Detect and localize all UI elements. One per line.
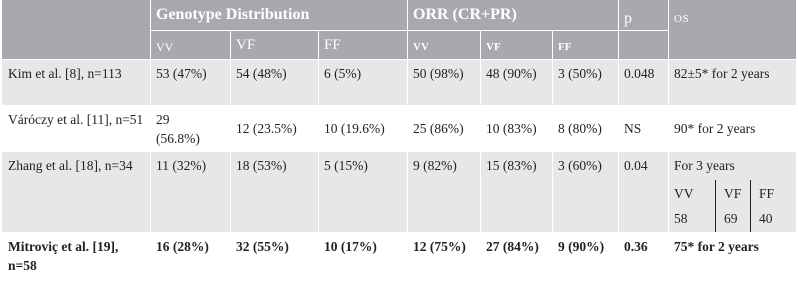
row-2-study: Váróczy et al. [11], n=51 — [8, 112, 144, 127]
row-1-os: 82±5* for 2 years — [674, 66, 770, 81]
genotype-table — [2, 0, 796, 283]
row-4-p: 0.36 — [624, 239, 648, 254]
row-1-vf: 54 (48%) — [236, 66, 287, 81]
subheader-genotype-vv: VV — [156, 40, 174, 54]
row-3-orr-vv: 9 (82%) — [413, 158, 457, 173]
row-4-ff: 10 (17%) — [324, 239, 377, 254]
os-sub-value-ff: 40 — [759, 211, 773, 226]
row-3-study: Zhang et al. [18], n=34 — [8, 158, 133, 173]
row-4-vv: 16 (28%) — [156, 239, 209, 254]
os-sub-value-vv: 58 — [674, 211, 688, 226]
row-2-ff: 10 (19.6%) — [324, 121, 385, 136]
row-1-ff: 6 (5%) — [324, 66, 362, 81]
row-1-study: Kim et al. [8], n=113 — [8, 66, 122, 81]
row-3-orr-ff: 3 (60%) — [558, 158, 602, 173]
row-1-orr-ff: 3 (50%) — [558, 66, 602, 81]
row-4-os: 75* for 2 years — [674, 239, 759, 254]
row-3-orr-vf: 15 (83%) — [486, 158, 537, 173]
row-2-os: 90* for 2 years — [674, 121, 756, 136]
row-2-orr-ff: 8 (80%) — [558, 121, 602, 136]
os-sub-divider-1 — [715, 180, 716, 232]
subheader-orr-ff: FF — [558, 41, 572, 53]
subheader-orr-vv: VV — [413, 41, 429, 53]
row-2-p: NS — [624, 121, 642, 136]
genotype-distribution-header: Genotype Distribution — [156, 6, 310, 23]
row-4-study: Mitroviç et al. [19], n=58 — [8, 239, 119, 273]
row-2-orr-vf: 10 (83%) — [486, 121, 537, 136]
orr-header: ORR (CR+PR) — [413, 6, 517, 23]
os-header: OS — [674, 13, 690, 25]
subheader-orr-vf: VF — [486, 41, 501, 53]
row-2-vf: 12 (23.5%) — [236, 121, 297, 136]
row-2-vv: 29 (56.8%) — [156, 112, 200, 146]
row-3-p: 0.04 — [624, 158, 648, 173]
subheader-genotype-ff: FF — [324, 37, 341, 53]
row-3-ff: 5 (15%) — [324, 158, 368, 173]
os-sub-header-vv: VV — [674, 186, 694, 201]
row-4-orr-vf: 27 (84%) — [486, 239, 539, 254]
row-1-p: 0.048 — [624, 66, 655, 81]
row-4-orr-vv: 12 (75%) — [413, 239, 466, 254]
row-1-orr-vf: 48 (90%) — [486, 66, 537, 81]
row-2-orr-vv: 25 (86%) — [413, 121, 464, 136]
row-4-orr-ff: 9 (90%) — [558, 239, 605, 254]
p-header: p — [624, 10, 632, 27]
row-1-vv: 53 (47%) — [156, 66, 207, 81]
row-3-os: For 3 years — [674, 158, 735, 173]
os-sub-header-ff: FF — [759, 186, 775, 201]
os-sub-header-vf: VF — [724, 186, 742, 201]
subheader-genotype-vf: VF — [236, 37, 256, 53]
row-1-orr-vv: 50 (98%) — [413, 66, 464, 81]
os-sub-divider-2 — [750, 180, 751, 232]
row-3-vf: 18 (53%) — [236, 158, 287, 173]
os-sub-value-vf: 69 — [724, 211, 738, 226]
row-3-vv: 11 (32%) — [156, 158, 207, 173]
row-4-vf: 32 (55%) — [236, 239, 289, 254]
